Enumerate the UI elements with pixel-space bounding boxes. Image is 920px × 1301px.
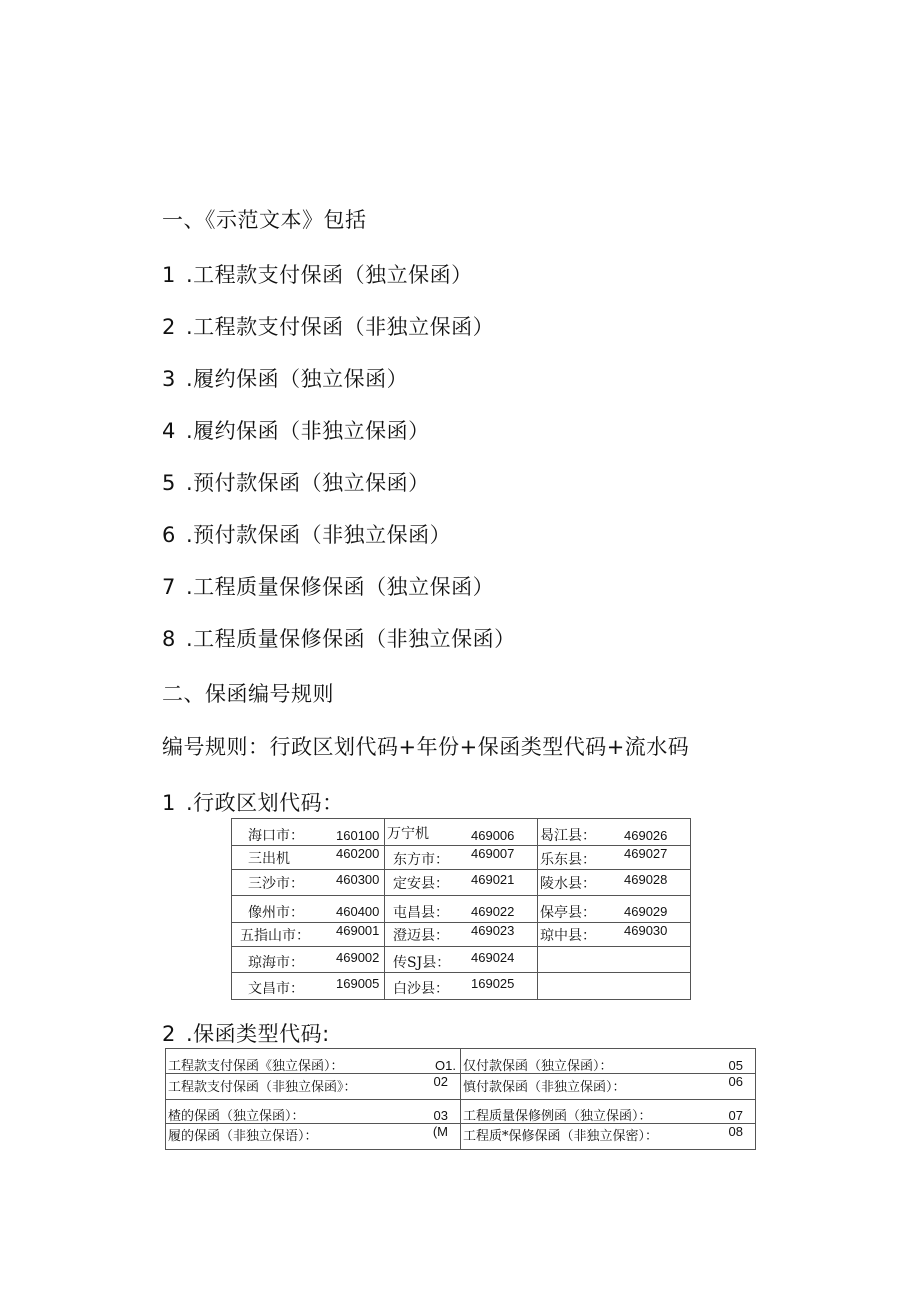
- region-name: 东方市：: [393, 852, 449, 868]
- table-cell: [461, 1100, 756, 1124]
- table-cell: [538, 973, 691, 1000]
- item-number: 5: [162, 471, 176, 495]
- section1-title: 一、《示范文本》包括: [162, 208, 367, 232]
- type-name: 工程质*保修保函（非独立保密）：: [463, 1129, 659, 1144]
- region-code: 469021: [471, 872, 515, 887]
- item-number: 6: [162, 523, 176, 547]
- region-name: 保亭县：: [540, 905, 596, 921]
- table-cell: [232, 947, 385, 973]
- type-code: 05: [728, 1058, 743, 1073]
- item-number: 4: [162, 419, 176, 443]
- region-code: 169005: [336, 976, 380, 991]
- table-cell: [461, 1124, 756, 1150]
- region-code: 469028: [624, 872, 668, 887]
- region-name: 曷江县：: [540, 828, 596, 844]
- list-item: [162, 363, 408, 393]
- region-name: 陵水县：: [540, 876, 596, 892]
- item-text: .工程质量保修保函（独立保函）: [186, 575, 495, 599]
- region-code: 469006: [471, 828, 515, 843]
- list-item: [162, 415, 430, 445]
- region-name: 文昌市：: [248, 981, 304, 997]
- type-code: (M: [432, 1124, 448, 1139]
- region-code: 460300: [336, 872, 380, 887]
- table-cell: [232, 846, 385, 870]
- table-cell: [538, 947, 691, 973]
- table-cell: [232, 923, 385, 947]
- region-code: 469002: [336, 950, 380, 965]
- list-item: [162, 467, 430, 497]
- region-code: 469029: [624, 904, 668, 919]
- region-name: 屯昌县：: [393, 905, 449, 921]
- list-item: [162, 259, 473, 289]
- table-cell: [385, 846, 538, 870]
- type-code: 06: [728, 1074, 743, 1089]
- item-number: 1: [162, 791, 176, 815]
- region-code: 469026: [624, 828, 668, 843]
- region-name: 琼中县：: [540, 928, 596, 944]
- table-cell: [166, 1100, 461, 1124]
- subheading-type-code: [162, 1018, 330, 1048]
- table-cell: [385, 870, 538, 896]
- type-name: 仅付款保函（独立保函）：: [463, 1059, 613, 1074]
- region-code: 460200: [336, 846, 380, 861]
- item-number: 3: [162, 367, 176, 391]
- list-item: [162, 311, 494, 341]
- table-cell: [385, 973, 538, 1000]
- type-name: 楂的保函（独立保函）：: [168, 1109, 305, 1124]
- table-cell: [461, 1049, 756, 1074]
- table-cell: [166, 1124, 461, 1150]
- table-cell: [385, 819, 538, 846]
- region-name: 定安县：: [393, 876, 449, 892]
- item-text: .工程款支付保函（非独立保函）: [186, 315, 495, 339]
- table-cell: [385, 896, 538, 923]
- subheading-region-code: [162, 787, 344, 817]
- type-name: 工程质量保修例函（独立保函）：: [463, 1109, 652, 1124]
- region-name: 传SJ县：: [393, 955, 451, 971]
- item-number: 2: [162, 315, 176, 339]
- item-text: .预付款保函（独立保函）: [186, 471, 430, 495]
- section2-title: 二、保函编号规则: [162, 682, 334, 706]
- region-name: 三沙市：: [248, 876, 304, 892]
- table-cell: [166, 1049, 461, 1074]
- region-code: 469027: [624, 846, 668, 861]
- region-name: 万宁机: [387, 826, 429, 842]
- table-cell: [538, 819, 691, 846]
- item-text: .履约保函（独立保函）: [186, 367, 409, 391]
- table-cell: [461, 1074, 756, 1100]
- table-cell: [538, 870, 691, 896]
- table-cell: [232, 870, 385, 896]
- region-code: 469023: [471, 923, 515, 938]
- list-item: [162, 623, 516, 653]
- type-name: 工程款支付保函（非独立保函》：: [168, 1080, 357, 1095]
- type-name: 工程款支付保函《独立保函）：: [168, 1059, 344, 1074]
- region-code-table: [231, 818, 691, 1000]
- region-name: 五指山市：: [240, 928, 310, 944]
- item-text: .预付款保函（非独立保函）: [186, 523, 452, 547]
- region-name: 三出机: [248, 851, 290, 867]
- table-cell: [232, 896, 385, 923]
- type-code: O1.: [435, 1058, 456, 1073]
- table-cell: [538, 896, 691, 923]
- region-code: 460400: [336, 904, 380, 919]
- table-cell: [538, 846, 691, 870]
- item-text: .工程款支付保函（独立保函）: [186, 263, 473, 287]
- region-code: 469030: [624, 923, 668, 938]
- item-number: 1: [162, 263, 176, 287]
- region-code: 469007: [471, 846, 515, 861]
- region-code: 169025: [471, 976, 515, 991]
- region-name: 乐东县：: [540, 852, 596, 868]
- table-cell: [385, 923, 538, 947]
- item-text: .行政区划代码：: [186, 791, 344, 815]
- region-name: 像州市：: [248, 905, 304, 921]
- type-name: 慎付款保函（非独立保函）：: [463, 1080, 626, 1095]
- region-name: 澄迈县：: [393, 928, 449, 944]
- region-code: 469001: [336, 923, 380, 938]
- type-code: 08: [728, 1124, 743, 1139]
- table-cell: [232, 819, 385, 846]
- table-cell: [166, 1074, 461, 1100]
- list-item: [162, 519, 451, 549]
- item-text: .工程质量保修保函（非独立保函）: [186, 627, 516, 651]
- item-text: .保函类型代码:: [186, 1022, 330, 1046]
- region-name: 琼海市：: [248, 955, 304, 971]
- region-name: 海口市：: [248, 828, 304, 844]
- list-item: [162, 571, 494, 601]
- item-number: 7: [162, 575, 176, 599]
- table-cell: [538, 923, 691, 947]
- item-number: 2: [162, 1022, 176, 1046]
- type-name: 履的保函（非独立保语）：: [168, 1129, 318, 1144]
- numbering-rule: 编号规则：行政区划代码+年份+保函类型代码+流水码: [162, 735, 690, 759]
- region-code: 160100: [336, 828, 380, 843]
- region-name: 白沙县：: [393, 981, 449, 997]
- table-cell: [385, 947, 538, 973]
- item-number: 8: [162, 627, 176, 651]
- type-code: 03: [433, 1108, 448, 1123]
- type-code: 02: [433, 1074, 448, 1089]
- table-cell: [232, 973, 385, 1000]
- type-code: 07: [728, 1108, 743, 1123]
- item-text: .履约保函（非独立保函）: [186, 419, 430, 443]
- guarantee-type-table: [165, 1048, 756, 1150]
- region-code: 469024: [471, 950, 515, 965]
- region-code: 469022: [471, 904, 515, 919]
